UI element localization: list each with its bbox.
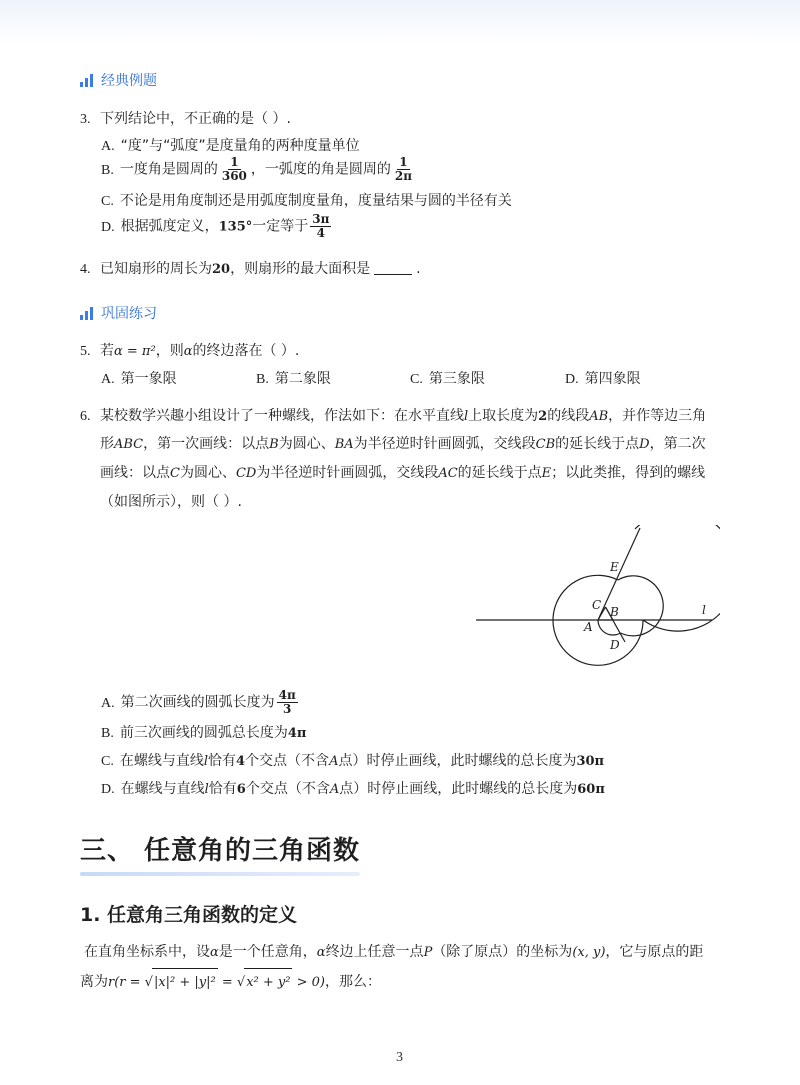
chapter-heading: 三、 任意角的三角函数 <box>80 836 361 866</box>
question-stem: 的终边落在（ ）. <box>192 343 300 359</box>
option-text: 根据弧度定义， <box>120 218 219 235</box>
bar-chart-icon <box>80 307 93 320</box>
math-expression: > 0) <box>292 975 325 990</box>
fraction <box>220 156 249 183</box>
math-expression: |x|² + |y|² <box>152 968 218 997</box>
option-text: 一度角是圆周的 <box>119 161 218 178</box>
q3-option-c: C. 不论是用角度制还是用弧度制度量角，度量结果与圆的半径有关 <box>101 193 512 209</box>
q6-option-a: A. 第二次画线的圆弧长度为 $\frac{4\pi}{3}$ <box>101 688 296 716</box>
math-symbol: A <box>329 754 339 769</box>
math-symbol: CB <box>535 437 556 452</box>
label-c: C <box>592 598 602 612</box>
q6-option-b: B. 前三次画线的圆弧总长度为4π <box>101 725 307 741</box>
math-symbol: E <box>541 466 552 481</box>
q5-option-b: B. 第二象限 <box>256 371 331 387</box>
text: 形 <box>100 436 114 452</box>
question-6-line-2 <box>100 433 706 453</box>
option-text: 第二次画线的圆弧长度为 <box>120 694 275 711</box>
math-symbol: A <box>329 782 340 797</box>
numerator: 3π <box>312 212 330 226</box>
option-text: 恰有 <box>208 781 237 797</box>
q3-option-b: B. 一度角是圆周的 $\frac{1}{360}$ ，一弧度的角是圆周的 $\frac{1}{2\pi}$ <box>101 155 413 183</box>
question-6-line-4 <box>100 491 242 511</box>
label-e: E <box>610 560 619 574</box>
text: 是一个任意角， <box>218 944 317 960</box>
math-value: 4 <box>236 754 246 769</box>
option-text: 第四象限 <box>584 371 641 387</box>
text: ，它与原点的距 <box>605 944 704 960</box>
math-expression: α = π² <box>114 344 156 359</box>
question-3 <box>80 108 291 128</box>
text: 画线：以点 <box>100 465 170 481</box>
section-title: 巩固练习 <box>101 306 157 322</box>
math-symbol: C <box>170 466 180 481</box>
text: 在直角坐标系中，设 <box>84 944 210 960</box>
heading-underline <box>80 872 360 876</box>
spiral-figure <box>470 525 720 690</box>
sqrt-symbol: √ <box>236 975 246 990</box>
math-expression: (r = <box>114 975 145 990</box>
option-text: 在螺线与直线 <box>119 753 204 769</box>
label-a: A <box>584 620 593 634</box>
text: ，第二次 <box>649 436 706 452</box>
math-symbol: D <box>639 437 650 452</box>
text: 为半径逆时针画圆弧，交线段 <box>353 436 536 452</box>
numerator: 4π <box>278 688 296 702</box>
text: 的延长线于点 <box>457 465 542 481</box>
math-value: 2 <box>538 409 548 424</box>
question-number: 6. <box>80 409 91 424</box>
question-number: 3. <box>80 112 91 127</box>
definition-line-2 <box>80 968 381 997</box>
text: （除了原点）的坐标为 <box>432 944 573 960</box>
math-value: 30π <box>576 754 605 769</box>
q6-option-c: C. 在螺线与直线l恰有4个交点（不含A点）时停止画线，此时螺线的总长度为30π <box>101 753 605 769</box>
denominator: 2π <box>394 169 413 183</box>
question-stem: ，则扇形的最大面积是 <box>230 261 371 277</box>
text: ，那么： <box>324 974 381 990</box>
question-6-line-3 <box>100 462 705 482</box>
option-text: 第一象限 <box>120 371 177 387</box>
q6-option-d: D. 在螺线与直线l恰有6个交点（不含A点）时停止画线，此时螺线的总长度为60π <box>101 781 605 797</box>
fraction <box>310 213 331 240</box>
q5-option-c: C. 第三象限 <box>410 371 485 387</box>
definition-line-1 <box>84 938 703 967</box>
option-text: 个交点（不含 <box>245 753 330 769</box>
option-text: ，一弧度的角是圆周的 <box>250 161 391 178</box>
q5-option-d: D. 第四象限 <box>565 371 641 387</box>
denominator: 360 <box>221 169 247 183</box>
math-symbol: r <box>108 975 115 990</box>
option-text: 点）时停止画线，此时螺线的总长度为 <box>339 781 578 797</box>
label-b: B <box>610 605 619 619</box>
question-stem: 下列结论中，不正确的是（ ）. <box>100 111 291 127</box>
q3-option-a: A. “度”与“弧度”是度量角的两种度量单位 <box>101 138 360 154</box>
option-text: 一定等于 <box>252 218 309 235</box>
denominator: 3 <box>283 702 292 716</box>
math-symbol: l <box>464 409 469 424</box>
question-4 <box>80 258 421 278</box>
math-symbol: BA <box>334 437 354 452</box>
subheading: 1. 任意角三角函数的定义 <box>80 904 298 926</box>
text: ，第一次画线：以点 <box>143 436 270 452</box>
question-number: 4. <box>80 262 91 277</box>
option-text: 个交点（不含 <box>245 781 330 797</box>
text: 某校数学兴趣小组设计了一种螺线，作法如下：在水平直线 <box>100 408 464 424</box>
page-number: 3 <box>396 1050 403 1065</box>
text: （如图所示），则（ ）. <box>100 494 242 510</box>
option-text: 第二象限 <box>274 371 331 387</box>
question-stem: 若 <box>100 343 114 359</box>
top-band <box>0 0 800 44</box>
option-text: 第三象限 <box>428 371 485 387</box>
label-d: D <box>610 638 620 652</box>
question-6-line-1 <box>80 405 706 425</box>
math-symbol: α <box>210 945 219 960</box>
denominator: 4 <box>316 226 326 240</box>
option-text: “度”与“弧度”是度量角的两种度量单位 <box>120 138 360 154</box>
math-value: 60π <box>577 782 605 797</box>
math-symbol: AC <box>438 466 458 481</box>
text: 上取长度为 <box>468 408 539 424</box>
math-expression: (x, y) <box>572 945 606 960</box>
math-value: 6 <box>236 782 246 797</box>
question-stem: 已知扇形的周长为 <box>100 261 212 277</box>
label-l: l <box>702 603 706 617</box>
text: 的延长线于点 <box>555 436 640 452</box>
math-symbol: α <box>316 945 326 960</box>
sqrt-symbol: √ <box>144 975 153 990</box>
text: 离为 <box>80 974 108 990</box>
section-title: 经典例题 <box>101 73 157 89</box>
answer-blank <box>374 274 412 275</box>
numerator: 1 <box>230 155 239 169</box>
math-expression: = <box>217 975 237 990</box>
question-5 <box>80 340 299 360</box>
option-text: 恰有 <box>208 753 237 769</box>
math-symbol: AB <box>589 409 609 424</box>
section-consolidation <box>80 303 157 323</box>
text: ，并作等边三角 <box>608 408 707 424</box>
math-degree: 135° <box>218 219 253 235</box>
math-symbol: α <box>183 344 193 359</box>
q5-option-a: A. 第一象限 <box>101 371 177 387</box>
text: 终边上任意一点 <box>325 944 424 960</box>
option-text: 不论是用角度制还是用弧度制度量角，度量结果与圆的半径有关 <box>119 193 512 209</box>
text: 为半径逆时针画圆弧，交线段 <box>256 465 439 481</box>
numerator: 1 <box>399 155 408 169</box>
math-value: 20 <box>212 262 231 277</box>
text: 的线段 <box>547 408 590 424</box>
text: 为圆心、 <box>179 465 236 481</box>
fraction <box>393 156 414 183</box>
section-classic-examples <box>80 70 157 90</box>
q3-option-d: D. 根据弧度定义，135°一定等于 $\frac{3\pi}{4}$ <box>101 212 330 240</box>
math-value: 4π <box>287 726 307 741</box>
math-expression: x² + y² <box>244 968 292 997</box>
bar-chart-icon <box>80 74 93 87</box>
math-symbol: B <box>269 437 279 452</box>
ray-ac <box>598 528 640 620</box>
text: 为圆心、 <box>278 436 335 452</box>
option-text: 在螺线与直线 <box>120 781 205 797</box>
question-stem: ，则 <box>155 343 184 359</box>
math-symbol: l <box>203 754 209 769</box>
question-number: 5. <box>80 344 91 359</box>
math-symbol: P <box>423 945 433 960</box>
arc-4 <box>635 525 720 631</box>
math-symbol: CD <box>235 466 257 481</box>
option-text: 点）时停止画线，此时螺线的总长度为 <box>338 753 577 769</box>
option-text: 前三次画线的圆弧总长度为 <box>119 725 288 741</box>
question-stem: . <box>416 261 421 277</box>
math-symbol: ABC <box>114 437 144 452</box>
text: ；以此类推，得到的螺线 <box>551 465 706 481</box>
math-symbol: l <box>204 782 209 797</box>
fraction <box>277 689 298 716</box>
